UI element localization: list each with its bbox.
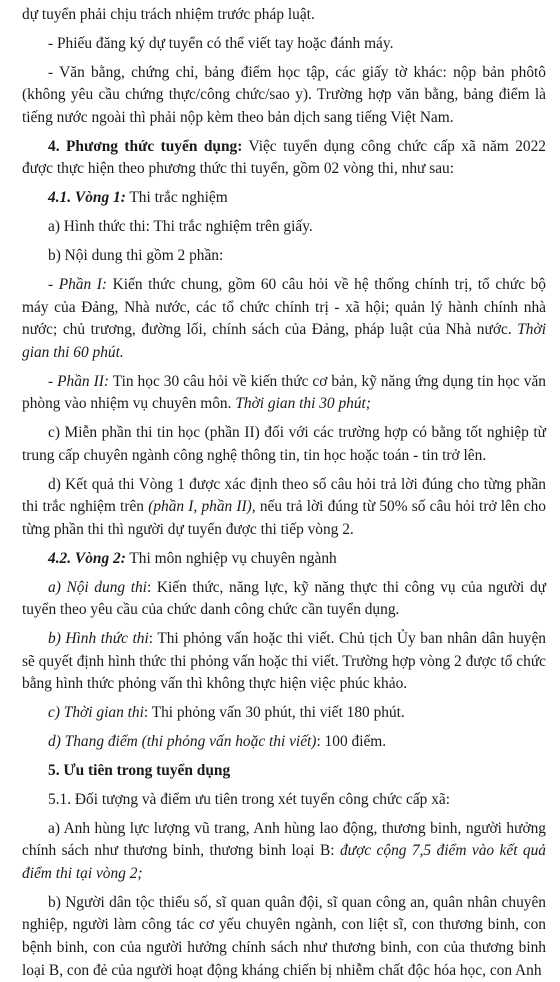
- text: dự tuyển phải chịu trách nhiệm trước pháp luật.: [22, 6, 315, 23]
- round2-time: [22, 702, 546, 725]
- text: b) Người dân tộc thiểu số, sĩ quan quân đội, sĩ quan công an, quân nhân chuyên nghiệp, người làm công tác cơ yếu chuyên ngành, con liệt sĩ, con thương binh, con bệnh binh, con của người hưởng chính sách như thương binh, con của thương binh loại B, con đẻ của người hoạt động kháng chiến bị nhiễm chất độc hóa học, con Anh: [22, 893, 546, 979]
- section-5-heading: [22, 760, 546, 783]
- round1-part2: [22, 371, 546, 416]
- text: b) Nội dung thi gồm 2 phần:: [48, 247, 224, 265]
- text: Thi môn nghiệp vụ chuyên ngành: [125, 549, 337, 567]
- text: d) Kết quả thi Vòng 1 được xác định theo số câu hỏi trả lời đúng cho từng phần thi trắc nghiệm trên: [22, 475, 546, 516]
- section-4-2-round2: [22, 548, 546, 571]
- text: Thi trắc nghiệm: [125, 189, 228, 207]
- round2-scale: [22, 731, 546, 754]
- round2-content-label: a) Nội dung thi: [48, 578, 147, 596]
- round2-form: [22, 628, 546, 696]
- section-4-heading: 4. Phương thức tuyển dụng:: [48, 137, 243, 155]
- part2-time: Thời gian thi 30 phút;: [235, 395, 371, 413]
- text: - Văn bằng, chứng chỉ, bảng điểm học tập, các giấy tờ khác: nộp bản phôtô (không yêu cầu chứng thực/công chức/sao y). Trường hợp văn bằng, bảng điểm là tiếng nước ngoài thì phải nộp kèm theo bản dịch sang tiếng Việt Nam.: [22, 63, 546, 126]
- section-4-method: [22, 136, 546, 181]
- paragraph-registration-form: [22, 33, 546, 56]
- round1-content: [22, 245, 546, 268]
- part1-label: - Phần I:: [48, 276, 108, 294]
- text: Việc tuyển dụng công chức cấp xã năm 2022 được thực hiện theo phương thức thi tuyển, gồm 02 vòng thi, như sau:: [22, 137, 546, 178]
- text: : Kiến thức, năng lực, kỹ năng thực thi công vụ của người dự tuyển theo yêu cầu của chức danh công chức cần tuyển dụng.: [22, 578, 546, 619]
- priority-a: [22, 818, 546, 886]
- text: : Thi phỏng vấn hoặc thi viết. Chủ tịch Ủy ban nhân dân huyện sẽ quyết định hình thức thi phỏng vấn hoặc thi viết. Trường hợp vòng 2 được tổ chức bằng hình thức phỏng vấn thì không thực hiện việc phúc khảo.: [22, 630, 546, 693]
- text: : 100 điểm.: [316, 733, 387, 751]
- round2-content: [22, 577, 546, 622]
- text: nếu trả lời đúng từ 50% số câu hỏi trở lên cho từng phần thi thì người dự tuyển được thi tiếp vòng 2.: [22, 498, 547, 538]
- round2-form-label: b) Hình thức thi: [48, 630, 149, 648]
- text: c) Miễn phần thi tin học (phần II) đối với các trường hợp có bằng tốt nghiệp từ trung cấp chuyên ngành công nghệ thông tin, tin học hoặc toán - tin trở lên.: [22, 424, 546, 464]
- text: 5. Ưu tiên trong tuyển dụng: [48, 761, 231, 779]
- section-4-2-heading: 4.2. Vòng 2:: [48, 549, 126, 567]
- text: a) Anh hùng lực lượng vũ trang, Anh hùng lao động, thương binh, người hưởng chính sách như thương binh, thương binh loại B:: [22, 819, 546, 860]
- section-4-1-round1: [22, 187, 546, 210]
- paragraph-responsibility: [22, 4, 546, 27]
- round2-time-label: c) Thời gian thi: [48, 704, 144, 722]
- round1-result: [22, 474, 546, 542]
- text: : Thi phỏng vấn 30 phút, thi viết 180 phút.: [143, 704, 405, 722]
- part1-time: Thời gian thi 60 phút.: [22, 321, 546, 361]
- text: - Phiếu đăng ký dự tuyển có thể viết tay hoặc đánh máy.: [48, 34, 394, 52]
- round2-scale-label: d) Thang điểm (thi phỏng vấn hoặc thi viết): [48, 733, 317, 751]
- text: Kiến thức chung, gồm 60 câu hỏi về hệ thống chính trị, tổ chức bộ máy của Đảng, Nhà nước, các tổ chức chính trị - xã hội; quản lý hành chính nhà nước; chủ trương, đường lối, chính sách của Đảng, pháp luật của Nhà nước.: [22, 276, 547, 339]
- round1-exemption: [22, 422, 546, 467]
- paragraph-diplomas: [22, 62, 546, 130]
- priority-b: [22, 892, 546, 982]
- text: 5.1. Đối tượng và điểm ưu tiên trong xét tuyển công chức cấp xã:: [48, 790, 451, 808]
- section-4-1-heading: 4.1. Vòng 1:: [48, 189, 126, 207]
- priority-a-points: được cộng 7,5 điểm vào kết quả điểm thi tại vòng 2;: [22, 842, 546, 882]
- part2-label: - Phần II:: [48, 372, 109, 390]
- round1-part1: [22, 274, 546, 364]
- round1-form: [22, 216, 546, 239]
- text: Tin học 30 câu hỏi về kiến thức cơ bản, kỹ năng ứng dụng tin học văn phòng vào nhiệm vụ chuyên môn.: [22, 372, 546, 413]
- section-5-1: [22, 789, 546, 812]
- text: a) Hình thức thi: Thi trắc nghiệm trên giấy.: [48, 218, 313, 236]
- parts-note: (phần I, phần II),: [148, 498, 256, 516]
